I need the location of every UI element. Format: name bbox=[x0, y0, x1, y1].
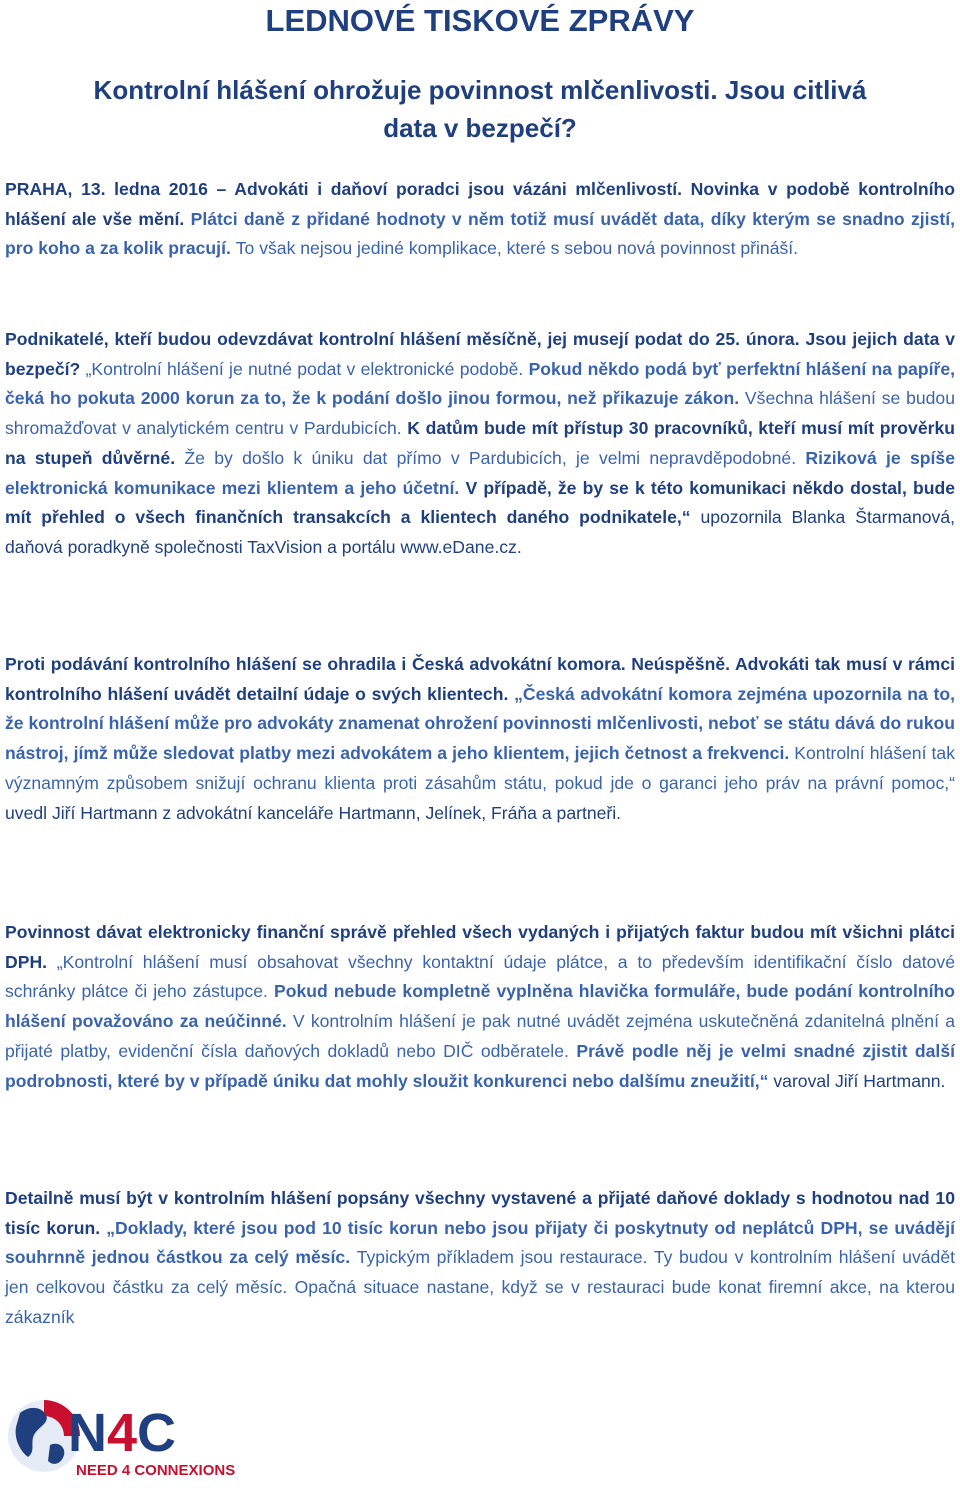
run: PRAHA, 13. ledna 2016 – Advokáti i daňoví poradci jsou vázáni mlčenlivostí. Novinka v podobě kontrolního hlášení ale vše mění. bbox=[5, 179, 955, 229]
logo-tagline: NEED 4 CONNEXIONS bbox=[76, 1462, 236, 1479]
run: V kontrolním hlášení je pak nutné uvádět zejména uskutečněná zdanitelná plnění a přijaté platby, evidenční čísla daňových dokladů nebo DIČ odběratele. bbox=[5, 1011, 955, 1061]
run: To však nejsou jediné komplikace, které s sebou nová povinnost přináší. bbox=[235, 238, 799, 259]
run: Povinnost dávat elektronicky finanční správě přehled všech vydaných i přijatých faktur budou mít všichni plátci DPH. bbox=[5, 922, 955, 972]
paragraph-4 bbox=[5, 918, 955, 1096]
run: „Kontrolní hlášení je nutné podat v elektronické podobě. bbox=[85, 358, 529, 379]
paragraph-5 bbox=[5, 1184, 955, 1333]
run: Pokud někdo podá byť perfektní hlášení na papíře, čeká ho pokuta 2000 korun za to, že k podání došlo jinou formou, než přikazuje zákon. bbox=[5, 358, 956, 409]
n4c-logo bbox=[6, 1391, 276, 1491]
run: Všechna hlášení se budou shromažďovat v analytickém centru v Pardubicích. bbox=[5, 388, 955, 439]
run: Že by došlo k úniku dat přímo v Pardubicích, je velmi nepravděpodobné. bbox=[184, 447, 806, 468]
run: Plátci daně z přidané hodnoty v něm totiž musí uvádět data, díky kterým se snadno zjistí, pro koho a za kolik pracují. bbox=[5, 208, 955, 259]
run: Právě podle něj je velmi snadné zjistit další podrobnosti, které by v případě úniku dat mohly sloužit konkurenci nebo dalšímu zneužití,“ bbox=[5, 1040, 955, 1091]
run: Pokud nebude kompletně vyplněna hlavička formuláře, bude podání kontrolního hlášení považováno za neúčinné. bbox=[5, 981, 955, 1032]
run: Kontrolní hlášení tak významným způsobem snižují ochranu klienta proti zásahům státu, pokud jde o garanci jeho práv na právní pomoc,“ bbox=[5, 743, 955, 793]
headline bbox=[5, 71, 955, 147]
paragraph-2 bbox=[5, 325, 955, 563]
logo-brand: N4C bbox=[68, 1403, 177, 1463]
headline-line-1: Kontrolní hlášení ohrožuje povinnost mlčenlivosti. Jsou citlivá bbox=[93, 75, 867, 105]
headline-line-2: data v bezpečí? bbox=[383, 113, 577, 143]
run: „Kontrolní hlášení musí obsahovat všechny kontaktní údaje plátce, a to především identifikační číslo datové schránky plátce či jeho zástupce. bbox=[5, 951, 955, 1002]
run: „Česká advokátní komora zejména upozornila na to, že kontrolní hlášení může pro advokáty znamenat ohrožení povinnosti mlčenlivosti, neboť se státu dává do rukou nástroj, jímž může sledovat platby mezi advokátem a jeho klientem, jejich četnost a frekvenci. bbox=[5, 683, 956, 764]
run: „Doklady, které jsou pod 10 tisíc korun nebo jsou přijaty či poskytnuty od neplátců DPH, se uvádějí souhrnně jednou částkou za celý měsíc. bbox=[5, 1217, 955, 1268]
run: Podnikatelé, kteří budou odevzdávat kontrolní hlášení měsíčně, jej musejí podat do 25. února. Jsou jejich data v bezpečí? bbox=[5, 329, 955, 379]
run: Riziková je spíše elektronická komunikace mezi klientem a jeho účetní. bbox=[5, 447, 955, 498]
run: Proti podávání kontrolního hlášení se ohradila i Česká advokátní komora. Neúspěšně. Advokáti tak musí v rámci kontrolního hlášení uvádět detailní údaje o svých klientech. bbox=[5, 654, 955, 704]
paragraph-1 bbox=[5, 175, 955, 264]
run: upozornila Blanka Štarmanová, daňová poradkyně společnosti TaxVision a portálu www.eDane.cz. bbox=[5, 507, 955, 557]
run: K datům bude mít přístup 30 pracovníků, kteří musí mít prověrku na stupeň důvěrné. bbox=[5, 418, 955, 468]
run: Detailně musí být v kontrolním hlášení popsány všechny vystavené a přijaté daňové doklady s hodnotou nad 10 tisíc korun. bbox=[5, 1188, 955, 1238]
run: uvedl Jiří Hartmann z advokátní kanceláře Hartmann, Jelínek, Fráňa a partneři. bbox=[5, 802, 622, 823]
run: V případě, že by se k této komunikaci někdo dostal, bude mít přehled o všech finančních transakcích a klientech daného podnikatele,“ bbox=[5, 477, 955, 528]
document-title: LEDNOVÉ TISKOVÉ ZPRÁVY bbox=[265, 3, 695, 38]
run: varoval Jiří Hartmann. bbox=[773, 1070, 946, 1091]
run: Typickým příkladem jsou restaurace. Ty budou v kontrolním hlášení uvádět jen celkovou částku za celý měsíc. Opačná situace nastane, když se v restauraci bude konat firemní akce, na kterou zákazník bbox=[5, 1247, 955, 1327]
paragraph-3 bbox=[5, 650, 955, 828]
